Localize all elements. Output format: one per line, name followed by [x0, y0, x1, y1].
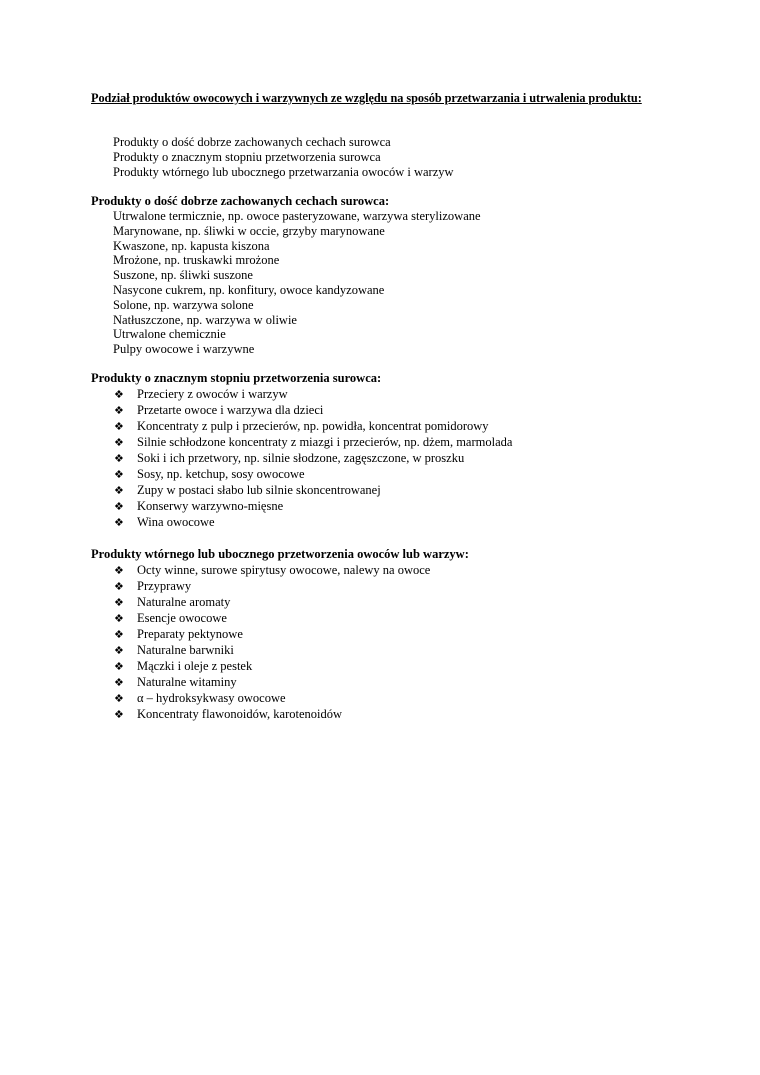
- list-item-text: Naturalne aromaty: [137, 594, 231, 609]
- list-item: Pulpy owocowe i warzywne: [113, 342, 255, 357]
- list-item: Utrwalone termicznie, np. owoce pasteryzowane, warzywa sterylizowane: [113, 209, 481, 223]
- diamond-bullet-icon: ❖: [114, 419, 124, 433]
- list-item: Mrożone, np. truskawki mrożone: [113, 253, 280, 268]
- list-item: Solone, np. warzywa solone: [113, 297, 254, 312]
- list-item: Suszone, np. śliwki suszone: [113, 268, 253, 283]
- list-item: [114, 418, 512, 434]
- diamond-bullet-icon: ❖: [114, 515, 124, 529]
- list-item: [114, 674, 430, 690]
- section-list-processed: [114, 386, 512, 530]
- list-item-text: α – hydroksykwasy owocowe: [137, 690, 286, 705]
- diamond-bullet-icon: ❖: [114, 483, 124, 497]
- list-item-text: Przyprawy: [137, 578, 192, 593]
- diamond-bullet-icon: ❖: [114, 563, 124, 577]
- list-item-text: Konserwy warzywno-mięsne: [137, 498, 284, 513]
- list-item-text: Mączki i oleje z pestek: [137, 658, 253, 673]
- list-item: [114, 498, 512, 514]
- diamond-bullet-icon: ❖: [114, 707, 124, 721]
- list-item: [114, 514, 512, 530]
- section-list-preserved: [113, 209, 481, 357]
- document-title: Podział produktów owocowych i warzywnych ze względu na sposób przetwarzania i utrwalenia produktu:: [91, 91, 642, 105]
- list-item: Marynowane, np. śliwki w occie, grzyby marynowane: [113, 223, 385, 238]
- diamond-bullet-icon: ❖: [114, 691, 124, 705]
- section-heading-preserved: Produkty o dość dobrze zachowanych cechach surowca:: [91, 194, 390, 208]
- list-item-text: Naturalne barwniki: [137, 642, 234, 657]
- intro-item: Produkty wtórnego lub ubocznego przetwarzania owoców i warzyw: [113, 165, 454, 179]
- list-item: [114, 466, 512, 482]
- list-item: [114, 594, 430, 610]
- list-item: [114, 706, 430, 722]
- diamond-bullet-icon: ❖: [114, 659, 124, 673]
- diamond-bullet-icon: ❖: [114, 675, 124, 689]
- diamond-bullet-icon: ❖: [114, 403, 124, 417]
- list-item-text: Soki i ich przetwory, np. silnie słodzone, zagęszczone, w proszku: [137, 450, 465, 465]
- list-item: Utrwalone chemicznie: [113, 327, 226, 342]
- intro-item: Produkty o dość dobrze zachowanych cechach surowca: [113, 135, 391, 149]
- list-item: [114, 626, 430, 642]
- diamond-bullet-icon: ❖: [114, 499, 124, 513]
- list-item-text: Sosy, np. ketchup, sosy owocowe: [137, 466, 305, 481]
- list-item-text: Przetarte owoce i warzywa dla dzieci: [137, 402, 324, 417]
- section-heading-processed: Produkty o znacznym stopniu przetworzenia surowca:: [91, 371, 382, 385]
- list-item: [114, 562, 430, 578]
- intro-list: [113, 135, 454, 180]
- diamond-bullet-icon: ❖: [114, 435, 124, 449]
- diamond-bullet-icon: ❖: [114, 387, 124, 401]
- diamond-bullet-icon: ❖: [114, 643, 124, 657]
- list-item-text: Octy winne, surowe spirytusy owocowe, nalewy na owoce: [137, 562, 431, 577]
- list-item: [114, 658, 430, 674]
- list-item: [114, 402, 512, 418]
- list-item-text: Esencje owocowe: [137, 610, 227, 625]
- list-item: [114, 434, 512, 450]
- diamond-bullet-icon: ❖: [114, 595, 124, 609]
- intro-item: Produkty o znacznym stopniu przetworzenia surowca: [113, 150, 381, 164]
- list-item: Nasycone cukrem, np. konfitury, owoce kandyzowane: [113, 282, 385, 297]
- list-item: Natłuszczone, np. warzywa w oliwie: [113, 312, 297, 327]
- list-item-text: Naturalne witaminy: [137, 674, 237, 689]
- section-heading-secondary: Produkty wtórnego lub ubocznego przetworzenia owoców lub warzyw:: [91, 547, 469, 561]
- diamond-bullet-icon: ❖: [114, 627, 124, 641]
- list-item-text: Koncentraty flawonoidów, karotenoidów: [137, 706, 343, 721]
- diamond-bullet-icon: ❖: [114, 579, 124, 593]
- list-item: [114, 578, 430, 594]
- list-item-text: Preparaty pektynowe: [137, 626, 243, 641]
- list-item: Kwaszone, np. kapusta kiszona: [113, 238, 270, 253]
- list-item: [114, 610, 430, 626]
- list-item-text: Zupy w postaci słabo lub silnie skoncentrowanej: [137, 482, 381, 497]
- diamond-bullet-icon: ❖: [114, 467, 124, 481]
- diamond-bullet-icon: ❖: [114, 451, 124, 465]
- list-item-text: Koncentraty z pulp i przecierów, np. powidła, koncentrat pomidorowy: [137, 418, 489, 433]
- section-list-secondary: [114, 562, 430, 722]
- list-item: [114, 690, 430, 706]
- list-item: [114, 642, 430, 658]
- list-item-text: Wina owocowe: [137, 514, 215, 529]
- list-item-text: Przeciery z owoców i warzyw: [137, 386, 288, 401]
- list-item: [114, 386, 512, 402]
- diamond-bullet-icon: ❖: [114, 611, 124, 625]
- list-item: [114, 482, 512, 498]
- list-item-text: Silnie schłodzone koncentraty z miazgi i przecierów, np. dżem, marmolada: [137, 434, 513, 449]
- list-item: [114, 450, 512, 466]
